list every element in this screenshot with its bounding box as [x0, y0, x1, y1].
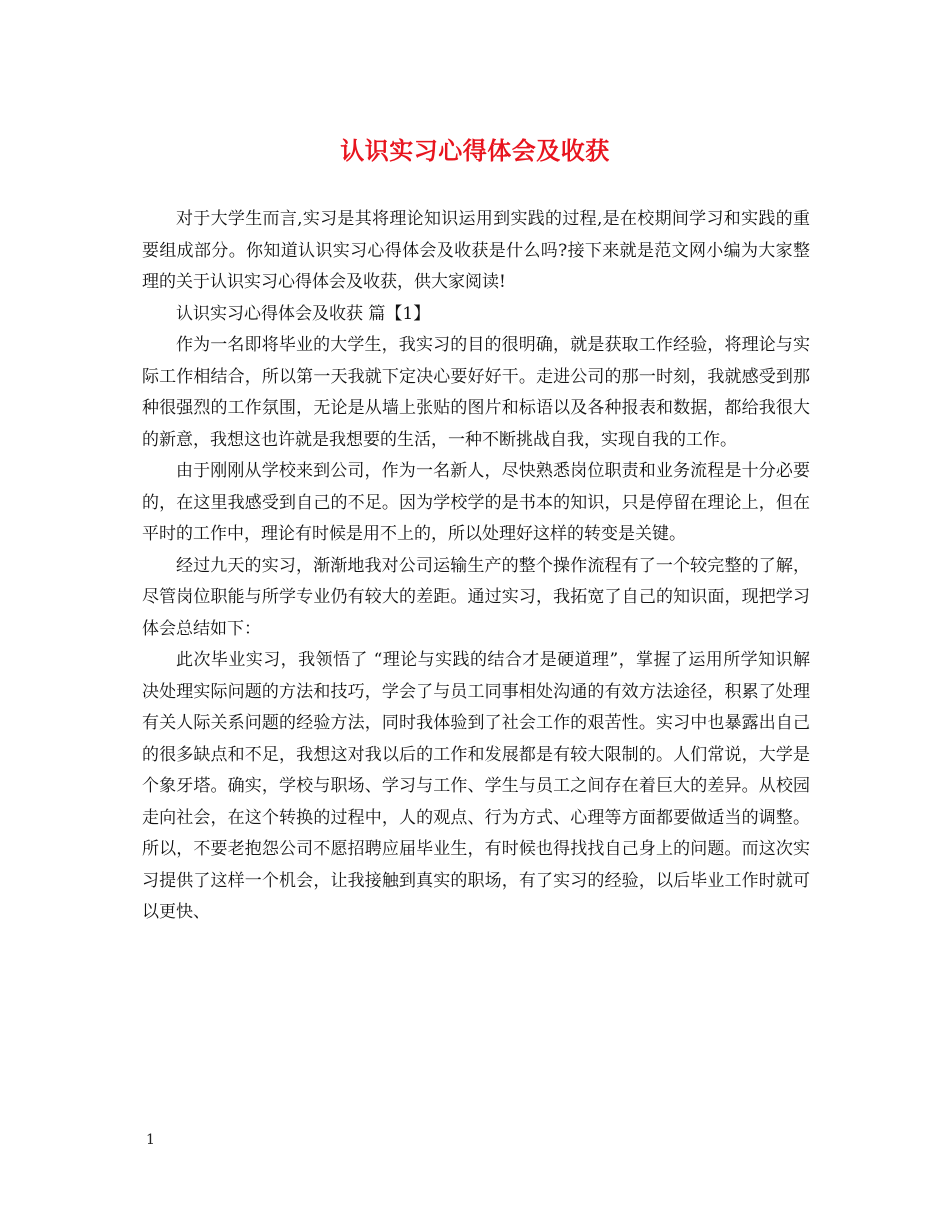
document-title: 认识实习心得体会及收获 — [340, 136, 610, 165]
page-number: 1 — [146, 1132, 155, 1148]
body-paragraph-3: 经过九天的实习，渐渐地我对公司运输生产的整个操作流程有了一个较完整的了解，尽管岗位职能与所学专业仍有较大的差距。通过实习，我拓宽了自己的知识面，现把学习体会总结如下： — [142, 555, 810, 639]
body-paragraph-4: 此次毕业实习，我领悟了 “理论与实践的结合才是硬道理”，掌握了运用所学知识解决处理实际问题的方法和技巧，学会了与员工同事相处沟通的有效方法途径，积累了处理有关人际关系问题的经验方法，同时我体验到了社会工作的艰苦性。实习中也暴露出自己的很多缺点和不足，我想这对我以后的工作和发展都是有较大限制的。人们常说，大学是个象牙塔。确实，学校与职场、学习与工作、学生与员工之间存在着巨大的差异。从校园走向社会，在这个转换的过程中，人的观点、行为方式、心理等方面都要做适当的调整。所以，不要老抱怨公司不愿招聘应届毕业生，有时候也得找找自己身上的问题。而这次实习提供了这样一个机会，让我接触到真实的职场，有了实习的经验，以后毕业工作时就可以更快、 — [142, 650, 810, 922]
document-body — [142, 204, 810, 929]
intro-paragraph: 对于大学生而言,实习是其将理论知识运用到实践的过程,是在校期间学习和实践的重要组成部分。你知道认识实习心得体会及收获是什么吗?接下来就是范文网小编为大家整理的关于认识实习心得体会及收获，供大家阅读! — [142, 209, 810, 292]
section-heading: 认识实习心得体会及收获 篇【1】 — [176, 303, 431, 324]
body-paragraph-1: 作为一名即将毕业的大学生，我实习的目的很明确，就是获取工作经验，将理论与实际工作相结合，所以第一天我就下定决心要好好干。走进公司的那一时刻，我就感受到那种很强烈的工作氛围，无论是从墙上张贴的图片和标语以及各种报表和数据，都给我很大的新意，我想这也许就是我想要的生活，一种不断挑战自我，实现自我的工作。 — [142, 335, 810, 450]
body-paragraph-2: 由于刚刚从学校来到公司，作为一名新人，尽快熟悉岗位职责和业务流程是十分必要的，在这里我感受到自己的不足。因为学校学的是书本的知识，只是停留在理论上，但在平时的工作中，理论有时候是用不上的，所以处理好这样的转变是关键。 — [142, 461, 810, 544]
